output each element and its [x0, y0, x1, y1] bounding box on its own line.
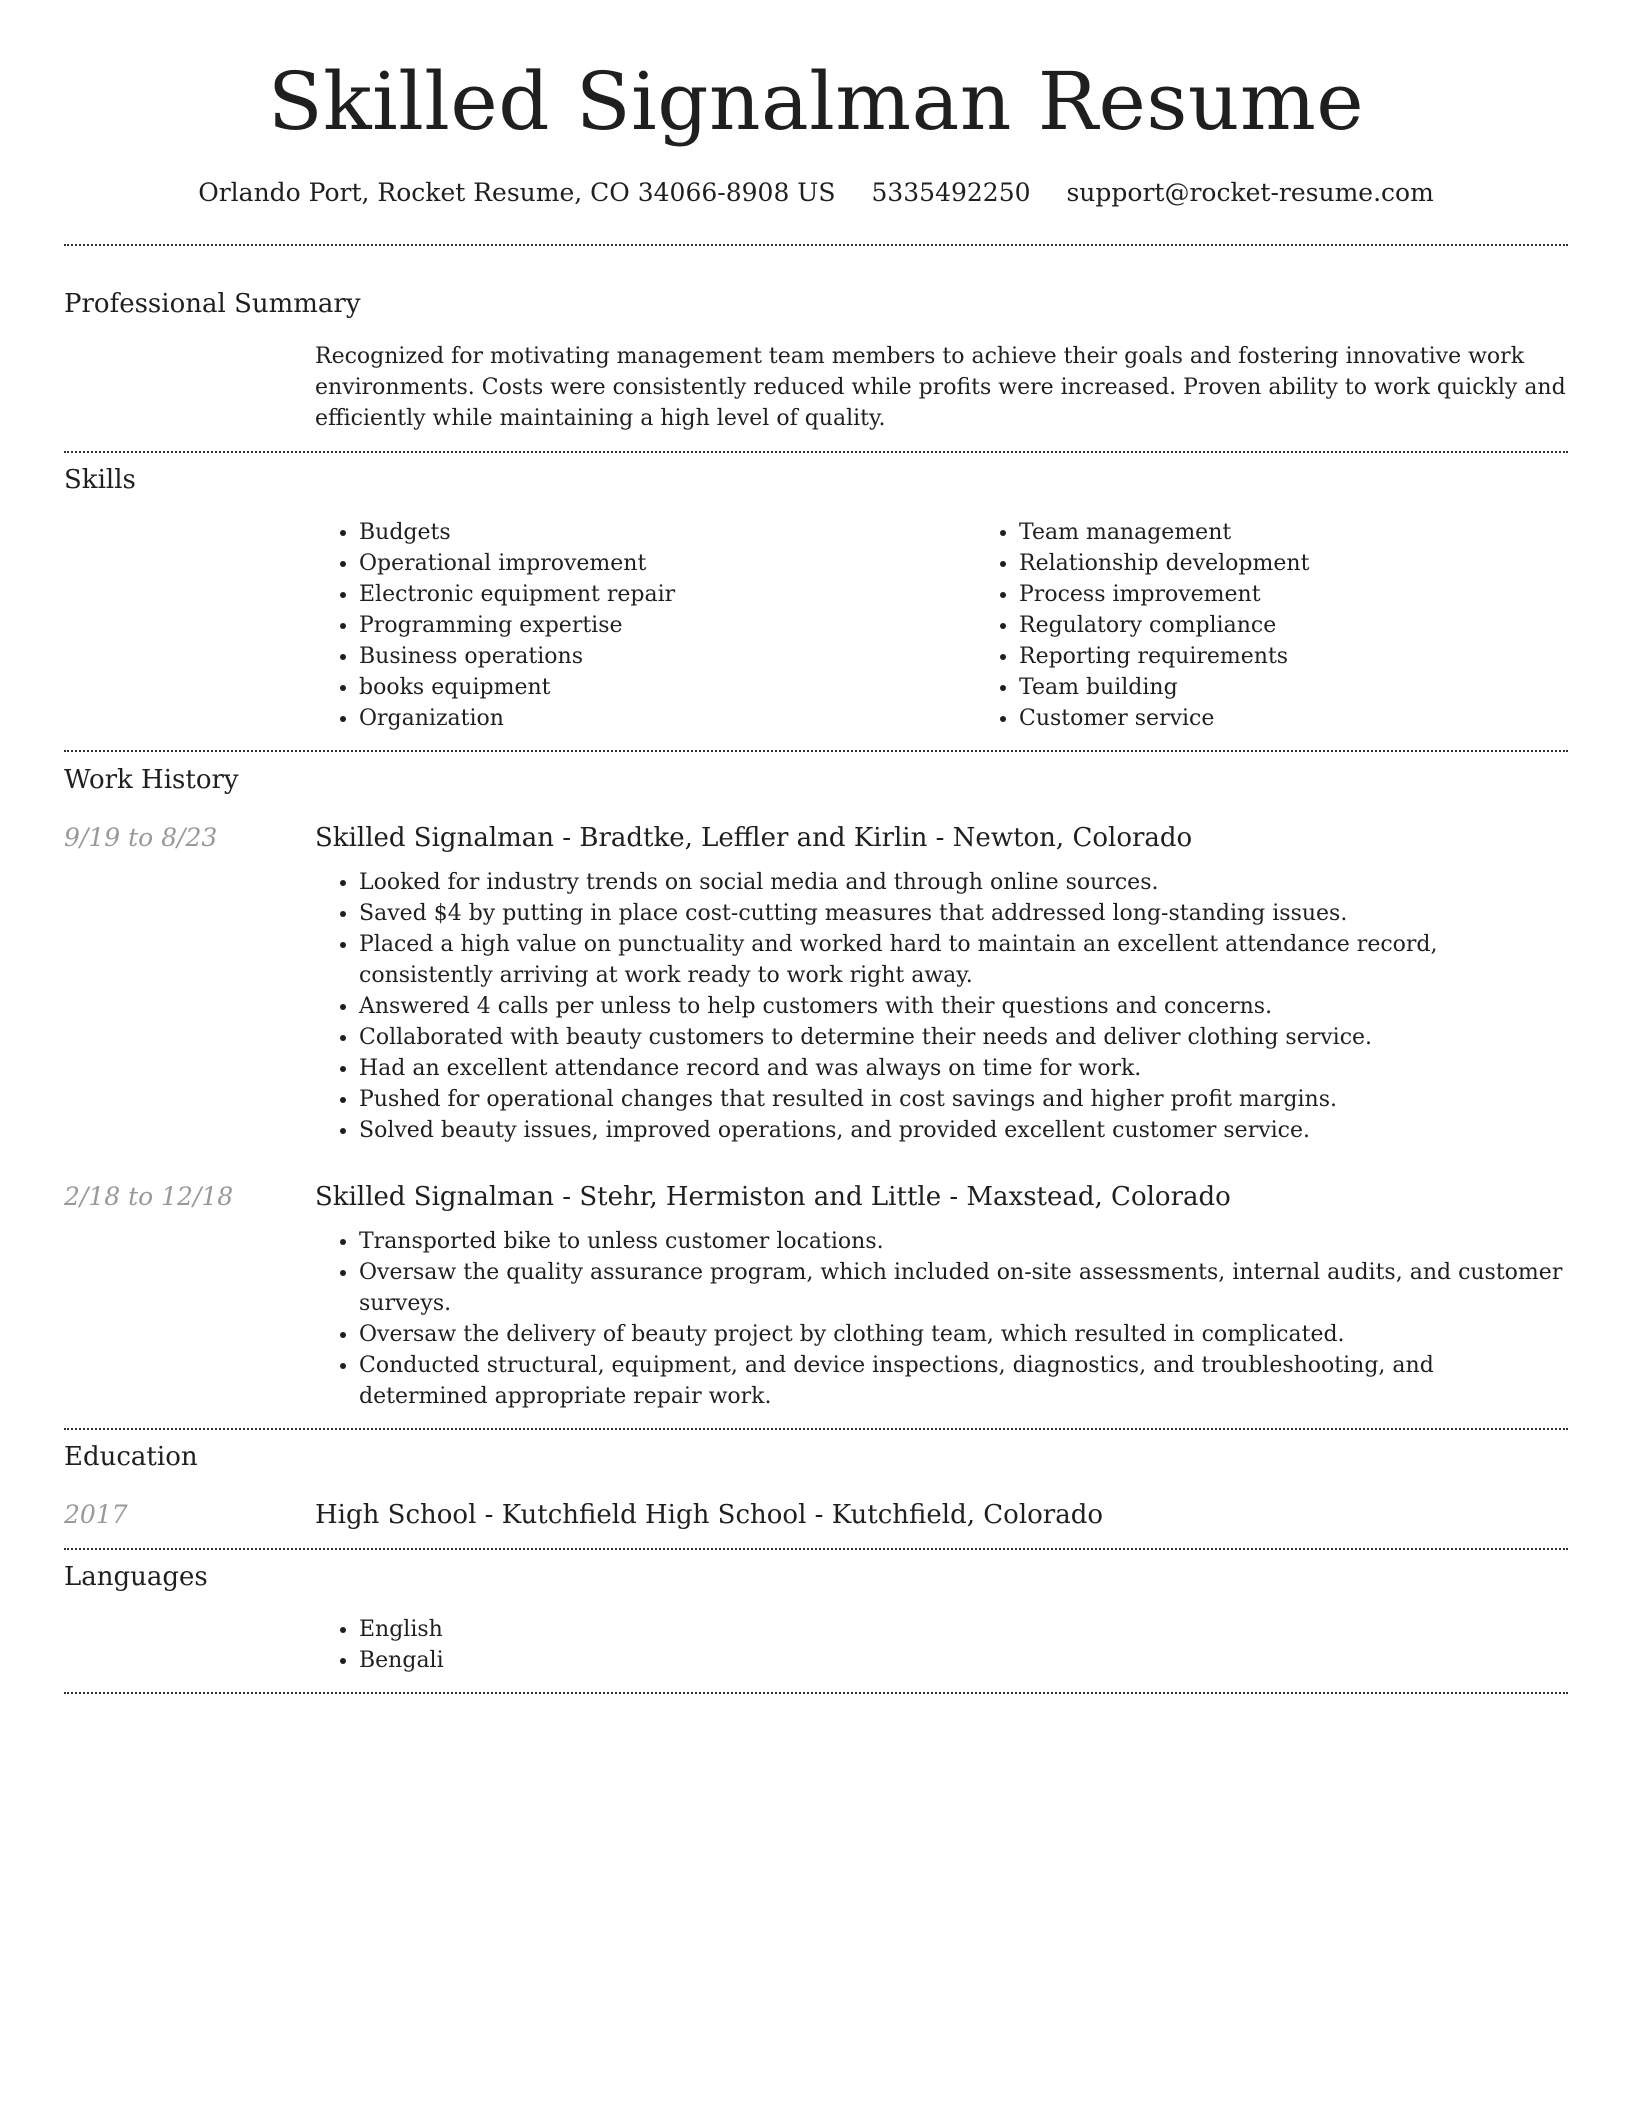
- list-item: • English: [359, 1614, 1568, 1645]
- list-item: • Saved $4 by putting in place cost-cutting measures that addressed long-standing issues.: [359, 898, 1568, 929]
- job-title: Skilled Signalman - Bradtke, Leffler and Kirlin - Newton, Colorado: [315, 823, 1193, 853]
- section-divider: [64, 1692, 1568, 1694]
- education-year: 2017: [64, 1500, 128, 1529]
- list-item: • Process improvement: [1019, 579, 1632, 610]
- job-entry: [64, 1180, 1568, 1428]
- list-item: • Answered 4 calls per unless to help customers with their questions and concerns.: [359, 991, 1568, 1022]
- list-item: • Regulatory compliance: [1019, 610, 1632, 641]
- list-item: • Solved beauty issues, improved operations, and provided excellent customer service.: [359, 1115, 1568, 1146]
- contact-email: support@rocket-resume.com: [1066, 178, 1434, 207]
- list-item: • Pushed for operational changes that resulted in cost savings and higher profit margins.: [359, 1084, 1568, 1115]
- skills-list-right: [975, 517, 1632, 734]
- languages-heading: Languages: [64, 1562, 208, 1592]
- summary-heading: Professional Summary: [64, 289, 361, 319]
- education-entry: High School - Kutchfield High School - Kutchfield, Colorado: [315, 1500, 1104, 1530]
- contact-address: Orlando Port, Rocket Resume, CO 34066-8908 US: [198, 178, 836, 207]
- job-dates: 2/18 to 12/18: [64, 1182, 234, 1211]
- work-section: [64, 752, 1568, 1428]
- list-item: • Oversaw the quality assurance program, which included on-site assessments, internal audits, and customer surveys.: [359, 1257, 1568, 1319]
- list-item: • Electronic equipment repair: [359, 579, 975, 610]
- list-item: • Placed a high value on punctuality and worked hard to maintain an excellent attendance record, consistently arriving at work ready to work right away.: [359, 929, 1568, 991]
- education-section: [64, 1430, 1568, 1548]
- summary-left-spacer: [64, 341, 315, 434]
- list-item: • Transported bike to unless customer locations.: [359, 1226, 1568, 1257]
- job-entry: [64, 821, 1568, 1146]
- contact-phone: 5335492250: [871, 178, 1031, 207]
- contact-line: [64, 176, 1568, 210]
- skills-left-spacer: [64, 517, 315, 734]
- list-item: • Team management: [1019, 517, 1632, 548]
- list-item: • Budgets: [359, 517, 975, 548]
- list-item: • Operational improvement: [359, 548, 975, 579]
- list-item: • Reporting requirements: [1019, 641, 1632, 672]
- list-item: • Team building: [1019, 672, 1632, 703]
- job-bullets: [315, 1226, 1568, 1412]
- resume-title: Skilled Signalman Resume: [267, 55, 1365, 148]
- list-item: • Looked for industry trends on social media and through online sources.: [359, 867, 1568, 898]
- list-item: • Business operations: [359, 641, 975, 672]
- list-item: • Programming expertise: [359, 610, 975, 641]
- list-item: • Had an excellent attendance record and was always on time for work.: [359, 1053, 1568, 1084]
- languages-list: [315, 1614, 1568, 1676]
- skills-list-left: [315, 517, 975, 734]
- list-item: • Bengali: [359, 1645, 1568, 1676]
- list-item: • Organization: [359, 703, 975, 734]
- summary-section: [64, 246, 1568, 451]
- work-heading: Work History: [64, 765, 239, 795]
- list-item: • Conducted structural, equipment, and device inspections, diagnostics, and troubleshooting, and determined appropriate repair work.: [359, 1350, 1568, 1412]
- education-heading: Education: [64, 1442, 198, 1472]
- list-item: • Relationship development: [1019, 548, 1632, 579]
- skills-heading: Skills: [64, 465, 136, 495]
- list-item: • books equipment: [359, 672, 975, 703]
- languages-left-spacer: [64, 1614, 315, 1676]
- job-dates: 9/19 to 8/23: [64, 823, 218, 852]
- job-bullets: [315, 867, 1568, 1146]
- summary-text: Recognized for motivating management team members to achieve their goals and fostering innovative work environments. Costs were consistently reduced while profits were increased. Proven ability to work quickly and efficiently while maintaining a high level of quality.: [315, 344, 1566, 431]
- skills-section: [64, 453, 1568, 750]
- list-item: • Oversaw the delivery of beauty project by clothing team, which resulted in complicated.: [359, 1319, 1568, 1350]
- job-title: Skilled Signalman - Stehr, Hermiston and Little - Maxstead, Colorado: [315, 1182, 1231, 1212]
- list-item: • Collaborated with beauty customers to determine their needs and deliver clothing service.: [359, 1022, 1568, 1053]
- list-item: • Customer service: [1019, 703, 1632, 734]
- languages-section: [64, 1550, 1568, 1692]
